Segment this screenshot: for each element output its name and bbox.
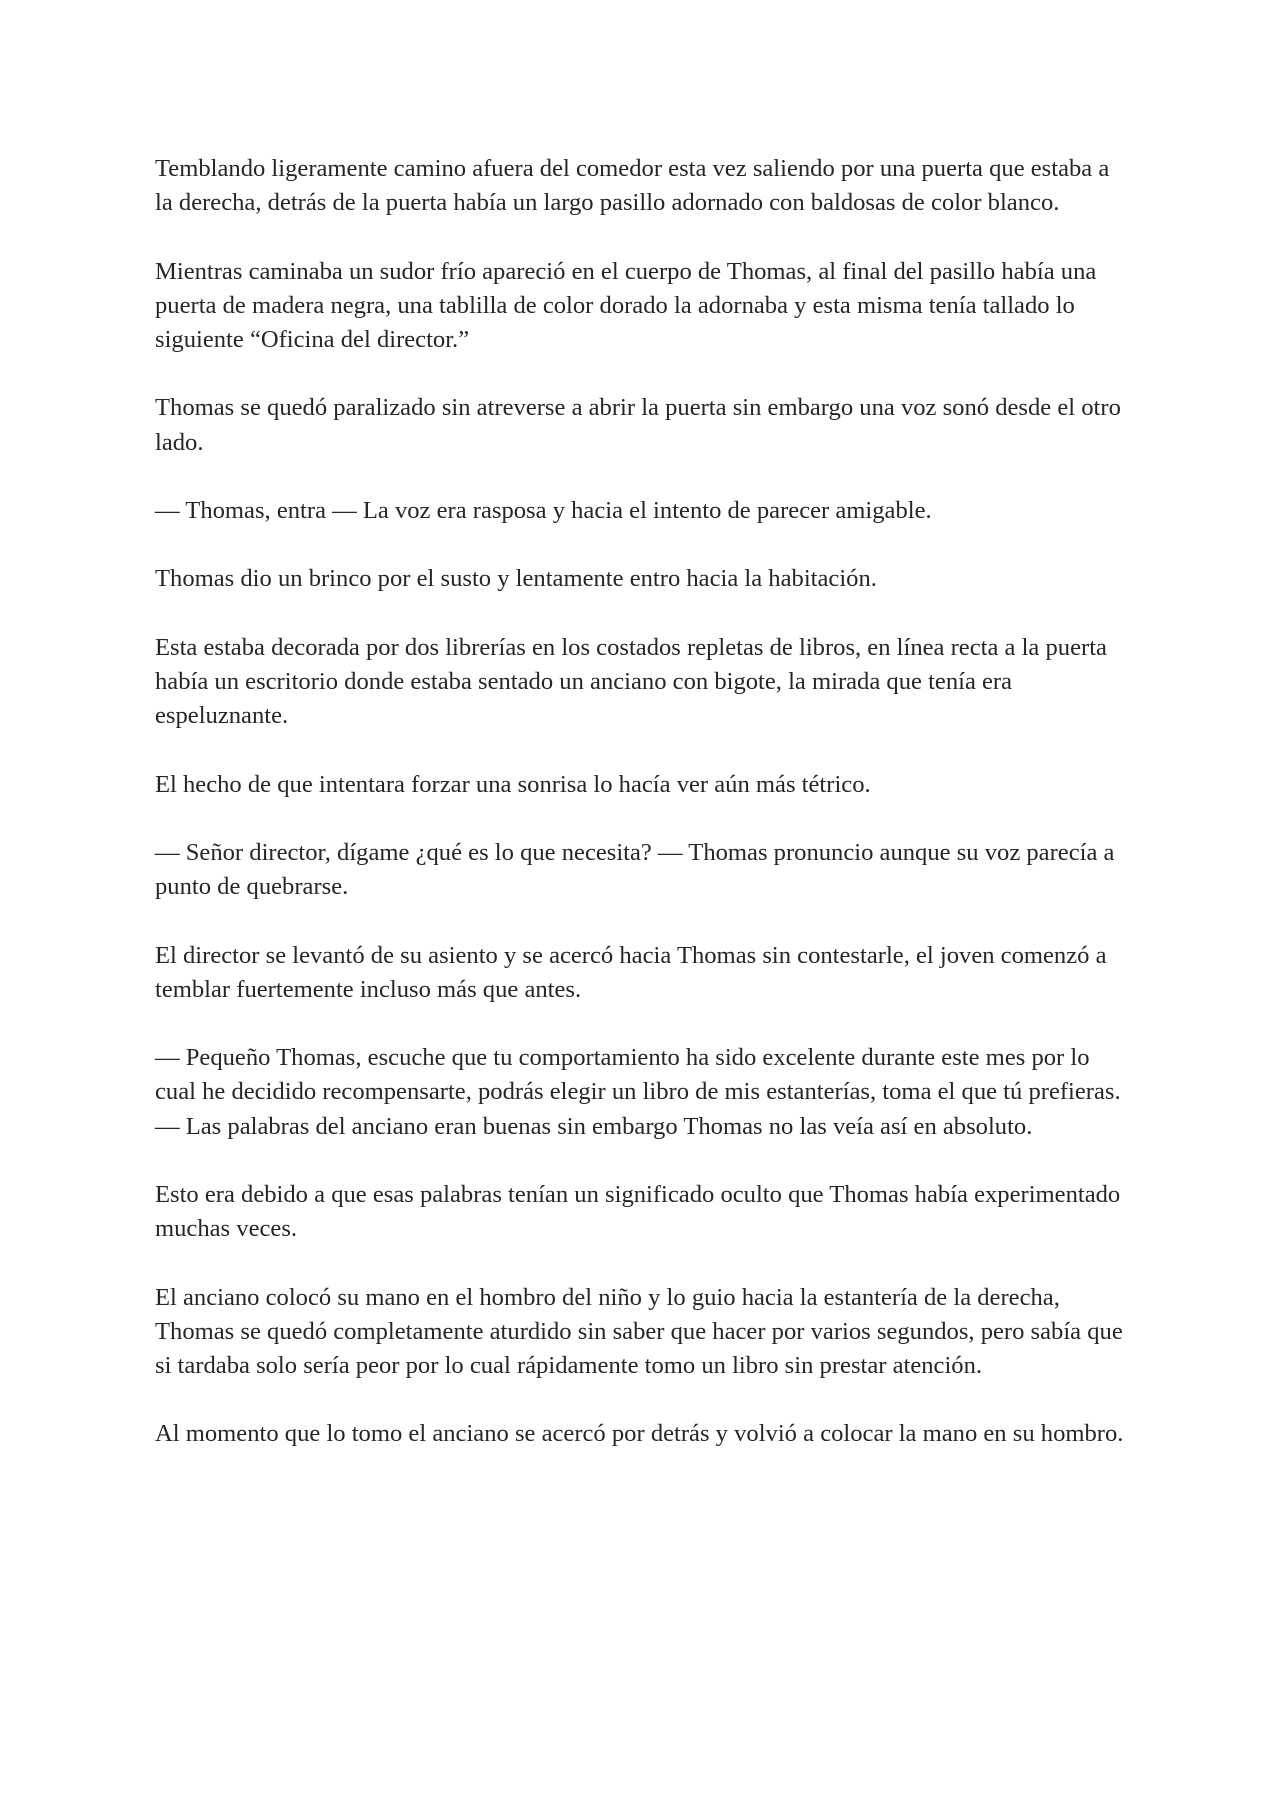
paragraph: Thomas se quedó paralizado sin atreverse a abrir la puerta sin embargo una voz sonó desde el otro lado.: [155, 394, 1121, 456]
paragraph: — Thomas, entra — La voz era rasposa y hacia el intento de parecer amigable.: [155, 496, 932, 524]
paragraph: Mientras caminaba un sudor frío apareció en el cuerpo de Thomas, al final del pasillo había una puerta de madera negra, una tablilla de color dorado la adornaba y esta misma tenía tallado lo siguiente “Oficina del director.”: [155, 257, 1097, 353]
paragraph: Temblando ligeramente camino afuera del comedor esta vez saliendo por una puerta que estaba a la derecha, detrás de la puerta había un largo pasillo adornado con baldosas de color blanco.: [155, 155, 1110, 217]
paragraph: El anciano colocó su mano en el hombro del niño y lo guio hacia la estantería de la derecha, Thomas se quedó completamente aturdido sin saber que hacer por varios segundos, pero sabía que si tardaba solo sería peor por lo cual rápidamente tomo un libro sin prestar atención.: [155, 1283, 1123, 1379]
paragraph: Esta estaba decorada por dos librerías en los costados repletas de libros, en línea recta a la puerta había un escritorio donde estaba sentado un anciano con bigote, la mirada que tenía era espeluznante.: [155, 633, 1107, 730]
paragraph: Al momento que lo tomo el anciano se acercó por detrás y volvió a colocar la mano en su hombro.: [155, 1420, 1124, 1448]
paragraph: — Señor director, dígame ¿qué es lo que necesita? — Thomas pronuncio aunque su voz parecía a punto de quebrarse.: [155, 838, 1115, 901]
paragraph: Thomas dio un brinco por el susto y lentamente entro hacia la habitación.: [155, 565, 877, 593]
document-body: [155, 152, 1130, 1486]
paragraph: Esto era debido a que esas palabras tenían un significado oculto que Thomas había experimentado muchas veces.: [155, 1180, 1121, 1243]
paragraph: El director se levantó de su asiento y se acercó hacia Thomas sin contestarle, el joven comenzó a temblar fuertemente incluso más que antes.: [155, 941, 1107, 1003]
paragraph: — Pequeño Thomas, escuche que tu comportamiento ha sido excelente durante este mes por lo cual he decidido recompensarte, podrás elegir un libro de mis estanterías, toma el que tú prefieras. — Las palabras del anciano eran buenas sin embargo Thomas no las veía así en absoluto.: [155, 1044, 1121, 1140]
paragraph: El hecho de que intentara forzar una sonrisa lo hacía ver aún más tétrico.: [155, 770, 871, 798]
